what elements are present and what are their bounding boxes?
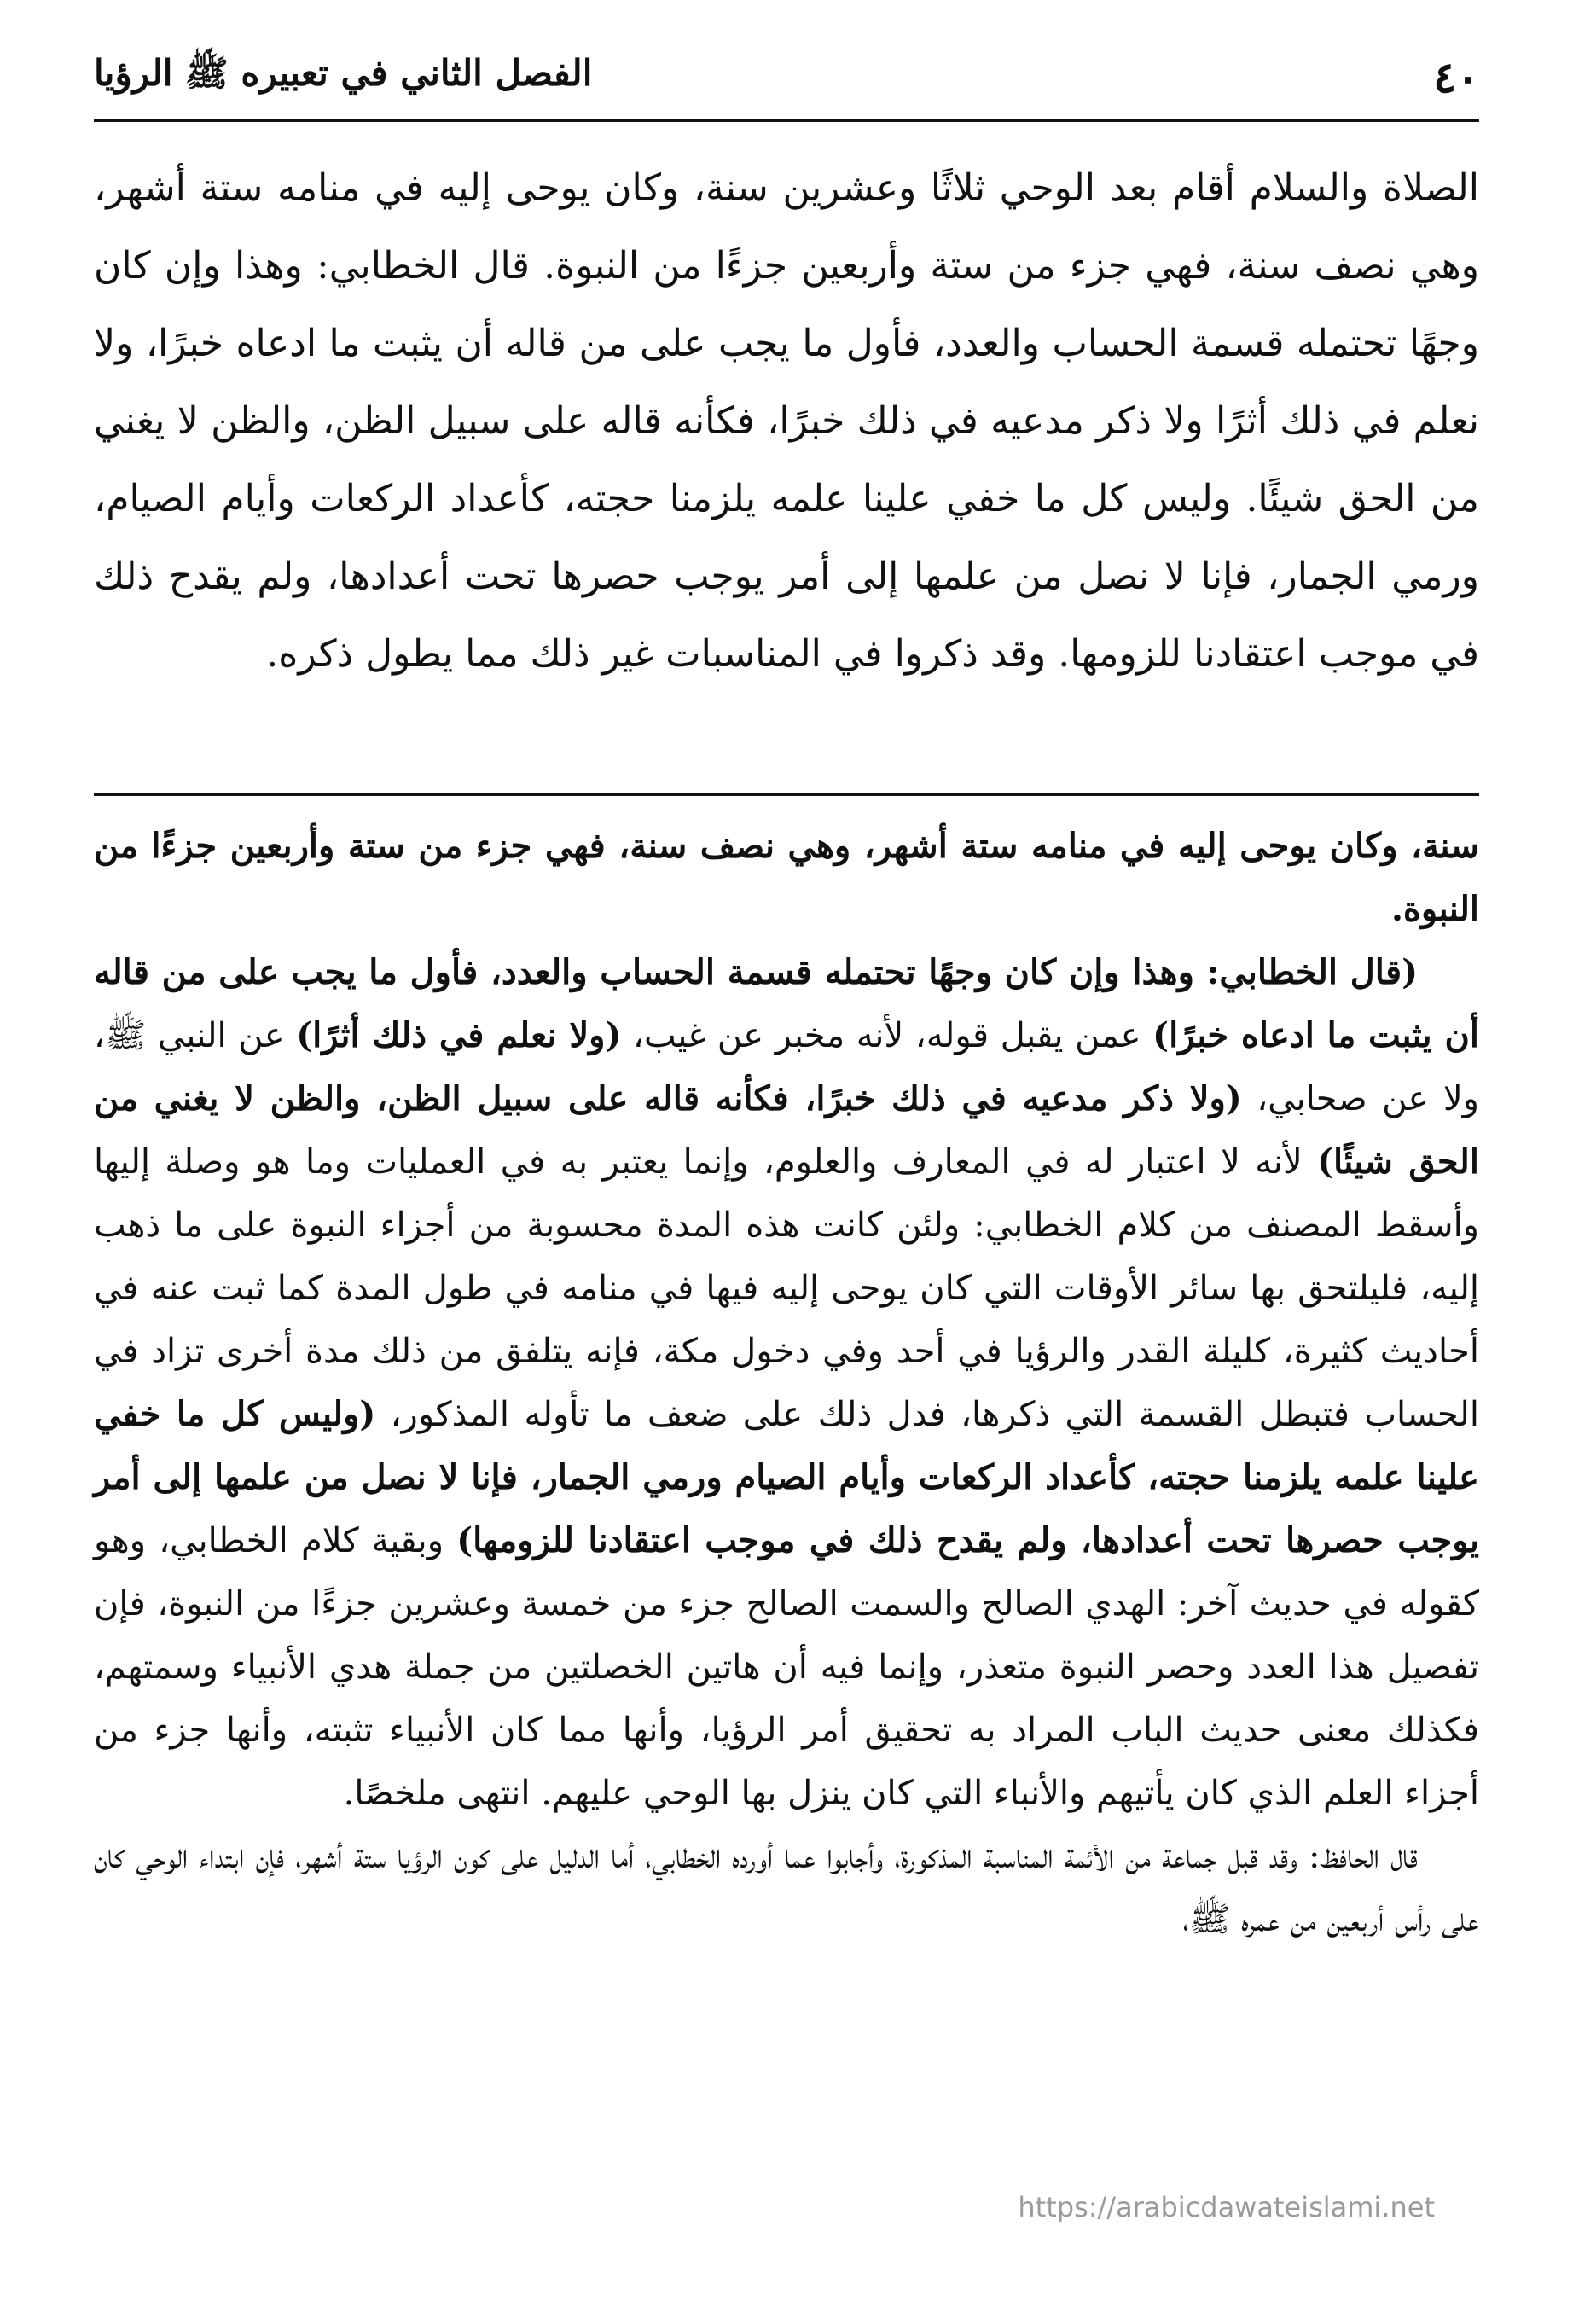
explanation-text: عمن يقبل قوله، لأنه مخبر عن غيب، xyxy=(621,1016,1153,1055)
watermark-url: https://arabicdawateislami.net xyxy=(1018,2191,1435,2223)
quoted-text: (وليس كل ما خفي علينا علمه يلزمنا حجته، كأعداد الركعات وأيام الصيام ورمي الجمار، فإنا لا نصل من علمها إلى أمر يوجب حصرها تحت أعدادها، ولم يقدح ذلك في موجب اعتقادنا للزومها) xyxy=(94,1394,1479,1560)
explanation-text: وبقية كلام الخطابي، وهو كقوله في حديث آخر: الهدي الصالح والسمت الصالح جزء من خمسة وعشرين جزءًا من النبوة، فإن تفصيل هذا العدد وحصر النبوة متعذر، وإنما فيه أن هاتين الخصلتين من جملة هدي الأنبياء وسمتهم، فكذلك معنى حديث الباب المراد به تحقيق أمر الرؤيا، وأنها مما كان الأنبياء تثبته، وأنها جزء من أجزاء العلم الذي كان يأتيهم والأنباء التي كان ينزل بها الوحي عليهم. انتهى ملخصًا. xyxy=(94,1521,1479,1813)
commentary-paragraph: قال الحافظ: وقد قبل جماعة من الأئمة المناسبة المذكورة، وأجابوا عما أورده الخطابي، أما الدليل على كون الرؤيا ستة أشهر، فإن ابتداء الوحي كان على رأس أربعين من عمره ﷺ، xyxy=(94,1837,1479,1939)
explanation-text: لأنه لا اعتبار له في المعارف والعلوم، وإنما يعتبر به في العمليات وما هو وصلة إليها وأسقط المصنف من كلام الخطابي: ولئن كانت هذه المدة محسوبة من أجزاء النبوة على ما ذهب إليه، فليلتحق بها سائر الأوقات التي كان يوحى إليه فيها في منامه في طول المدة كما ثبت عنه في أحاديث كثيرة، كليلة القدر والرؤيا في أحد وفي دخول مكة، فإنه يتلفق من ذلك مدة أخرى تزاد في الحساب فتبطل القسمة التي ذكرها، فدل ذلك على ضعف ما تأوله المذكور، xyxy=(94,1142,1479,1434)
explanation-text: عن النبي ﷺ، ولا عن صحابي، xyxy=(94,1016,1479,1118)
matn-text: الصلاة والسلام أقام بعد الوحي ثلاثًا وعشرين سنة، وكان يوحى إليه في منامه ستة أشهر، وهي نصف سنة، فهي جزء من ستة وأربعين جزءًا من النبوة. قال الخطابي: وهذا وإن كان وجهًا تحتمله قسمة الحساب والعدد، فأول ما يجب على من قاله أن يثبت ما ادعاه خبرًا، ولا نعلم في ذلك أثرًا ولا ذكر مدعيه في ذلك خبرًا، فكأنه قاله على سبيل الظن، والظن لا يغني من الحق شيئًا. وليس كل ما خفي علينا علمه يلزمنا حجته، كأعداد الركعات وأيام الصيام، ورمي الجمار، فإنا لا نصل من علمها إلى أمر يوجب حصرها تحت أعدادها، ولم يقدح ذلك في موجب اعتقادنا للزومها. وقد ذكروا في المناسبات غير ذلك مما يطول ذكره. xyxy=(94,166,1480,676)
quoted-text: (ولا نعلم في ذلك أثرًا) xyxy=(296,1015,622,1055)
page-number: ٤٠ xyxy=(1433,51,1479,102)
commentary-paragraph: سنة، وكان يوحى إليه في منامه ستة أشهر، وهي نصف سنة، فهي جزء من ستة وأربعين جزءًا من النبوة. xyxy=(94,826,1479,929)
quoted-text: (قال الخطابي: وهذا وإن كان وجهًا تحتمله قسمة الحساب والعدد، فأول ما يجب على من قاله أن يثبت ما ادعاه خبرًا) xyxy=(94,952,1479,1055)
commentary-paragraph xyxy=(94,941,1479,1825)
running-header xyxy=(94,43,1479,111)
quoted-text: (ولا ذكر مدعيه في ذلك خبرًا، فكأنه قاله على سبيل الظن، والظن لا يغني من الحق شيئًا) xyxy=(94,1078,1479,1182)
commentary xyxy=(94,815,1479,1951)
chapter-title: الفصل الثاني في تعبيره ﷺ الرؤيا xyxy=(94,51,593,94)
header-rule xyxy=(94,119,1479,122)
footnote-separator xyxy=(94,793,1479,796)
